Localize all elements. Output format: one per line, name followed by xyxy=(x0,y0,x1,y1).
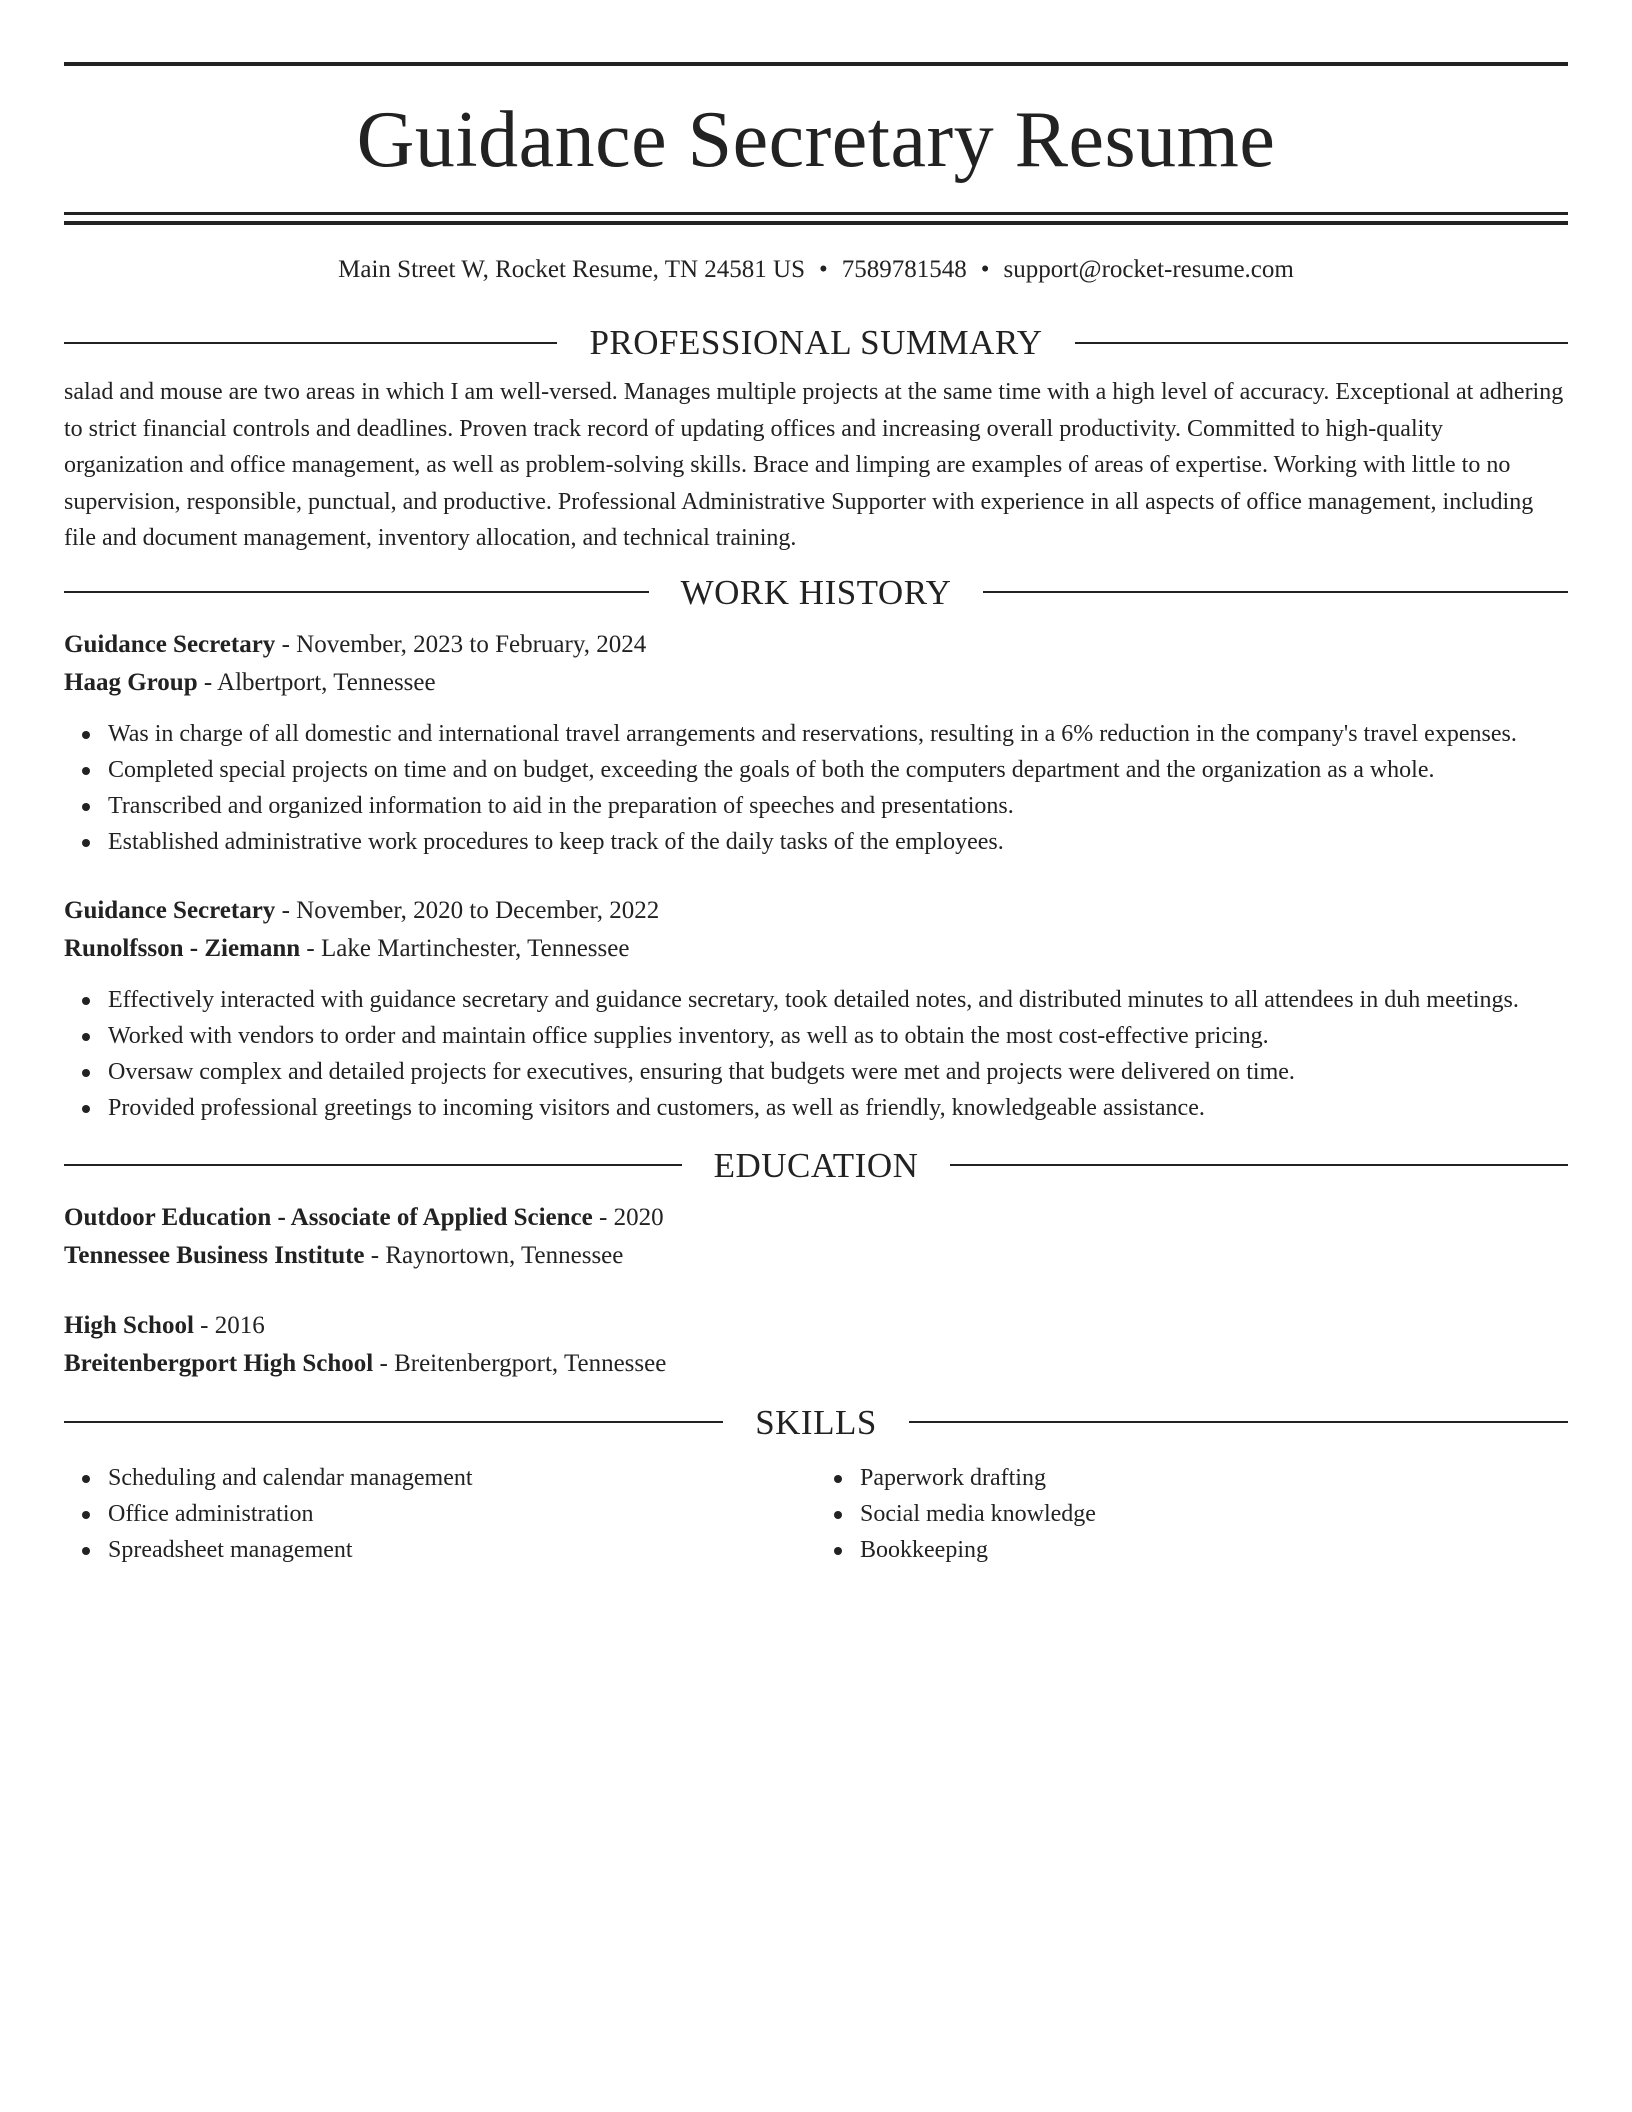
heading-rule-right xyxy=(1075,342,1568,344)
job-bullet: Effectively interacted with guidance secretary and guidance secretary, took detailed notes, and distributed minutes to all attendees in duh meetings. xyxy=(108,982,1568,1018)
section-title-education: EDUCATION xyxy=(713,1145,919,1185)
job-bullet: Provided professional greetings to incoming visitors and customers, as well as friendly, knowledgeable assistance. xyxy=(108,1090,1568,1126)
summary-text: salad and mouse are two areas in which I am well-versed. Manages multiple projects at the same time with a high level of accuracy. Exceptional at adhering to strict financial controls and deadlines. Proven track record of updating offices and increasing overall productivity. Committed to high-quality organization and office management, as well as problem-solving skills. Brace and limping are examples of areas of expertise. Working with little to no supervision, responsible, punctual, and productive. Professional Administrative Supporter with experience in all aspects of office management, including file and document management, inventory allocation, and technical training. xyxy=(64,379,1564,551)
job-company: Runolfsson - Ziemann xyxy=(64,934,301,962)
header-top-rule xyxy=(64,62,1568,66)
job-title-line xyxy=(64,892,1568,930)
job-company-line xyxy=(64,664,1568,702)
job-title: Guidance Secretary xyxy=(64,896,276,924)
education-degree: High School xyxy=(64,1311,194,1339)
job-dates: - November, 2023 to February, 2024 xyxy=(275,630,647,658)
job-company-line xyxy=(64,930,1568,968)
skills-column-right xyxy=(816,1460,1568,1568)
skill-item: Paperwork drafting xyxy=(860,1460,1568,1496)
job-location: - Albertport, Tennessee xyxy=(197,668,436,696)
heading-rule-right xyxy=(909,1421,1568,1423)
education-degree-line xyxy=(64,1307,1568,1345)
section-title-work: WORK HISTORY xyxy=(680,572,952,612)
job-dates: - November, 2020 to December, 2022 xyxy=(275,896,660,924)
education-year: - 2020 xyxy=(592,1203,664,1231)
job-bullet: Transcribed and organized information to aid in the preparation of speeches and presentations. xyxy=(108,788,1568,824)
heading-rule-left xyxy=(64,342,557,344)
education-entry xyxy=(64,1307,1568,1383)
section-heading-work xyxy=(64,572,1568,612)
job-location: - Lake Martinchester, Tennessee xyxy=(300,934,630,962)
education-location: - Raynortown, Tennessee xyxy=(364,1241,624,1269)
job-bullet: Completed special projects on time and on budget, exceeding the goals of both the computers department and the organization as a whole. xyxy=(108,752,1568,788)
heading-rule-left xyxy=(64,1164,682,1166)
skill-item: Social media knowledge xyxy=(860,1496,1568,1532)
job-bullet: Oversaw complex and detailed projects for executives, ensuring that budgets were met and projects were delivered on time. xyxy=(108,1054,1568,1090)
heading-rule-left xyxy=(64,591,649,593)
job-bullets xyxy=(64,716,1568,860)
skills-column-left xyxy=(64,1460,816,1568)
job-bullet: Established administrative work procedures to keep track of the daily tasks of the employees. xyxy=(108,824,1568,860)
education-year: - 2016 xyxy=(193,1311,265,1339)
job-bullet: Was in charge of all domestic and international travel arrangements and reservations, resulting in a 6% reduction in the company's travel expenses. xyxy=(108,716,1568,752)
contact-phone: 7589781548 xyxy=(841,256,967,283)
education-school-line xyxy=(64,1345,1568,1383)
job-title-line xyxy=(64,626,1568,664)
education-degree-line xyxy=(64,1199,1568,1237)
heading-rule-left xyxy=(64,1421,723,1423)
contact-email: support@rocket-resume.com xyxy=(1003,256,1294,283)
skill-item: Scheduling and calendar management xyxy=(108,1460,816,1496)
education-school-line xyxy=(64,1237,1568,1275)
contact-address: Main Street W, Rocket Resume, TN 24581 US xyxy=(338,256,806,283)
job-bullet: Worked with vendors to order and maintain office supplies inventory, as well as to obtain the most cost-effective pricing. xyxy=(108,1018,1568,1054)
skill-item: Bookkeeping xyxy=(860,1532,1568,1568)
contact-line xyxy=(64,255,1568,285)
section-title-summary: PROFESSIONAL SUMMARY xyxy=(589,323,1043,362)
education-school: Breitenbergport High School xyxy=(64,1349,374,1377)
education-school: Tennessee Business Institute xyxy=(64,1241,365,1269)
contact-separator: • xyxy=(819,256,828,283)
section-title-skills: SKILLS xyxy=(755,1402,877,1442)
section-heading-skills xyxy=(64,1402,1568,1442)
heading-rule-right xyxy=(983,591,1568,593)
skill-item: Office administration xyxy=(108,1496,816,1532)
skills-grid xyxy=(64,1460,1568,1568)
job-company: Haag Group xyxy=(64,668,198,696)
heading-rule-right xyxy=(950,1164,1568,1166)
header-double-rule xyxy=(64,212,1568,225)
education-location: - Breitenbergport, Tennessee xyxy=(373,1349,667,1377)
job-entry xyxy=(64,626,1568,860)
job-entry xyxy=(64,892,1568,1126)
skill-item: Spreadsheet management xyxy=(108,1532,816,1568)
job-bullets xyxy=(64,982,1568,1126)
section-heading-education xyxy=(64,1145,1568,1185)
job-title: Guidance Secretary xyxy=(64,630,276,658)
resume-title: Guidance Secretary Resume xyxy=(356,96,1276,184)
contact-separator: • xyxy=(980,256,990,283)
education-entry xyxy=(64,1199,1568,1275)
education-degree: Outdoor Education - Associate of Applied Science xyxy=(64,1203,593,1231)
section-heading-summary xyxy=(64,325,1568,360)
